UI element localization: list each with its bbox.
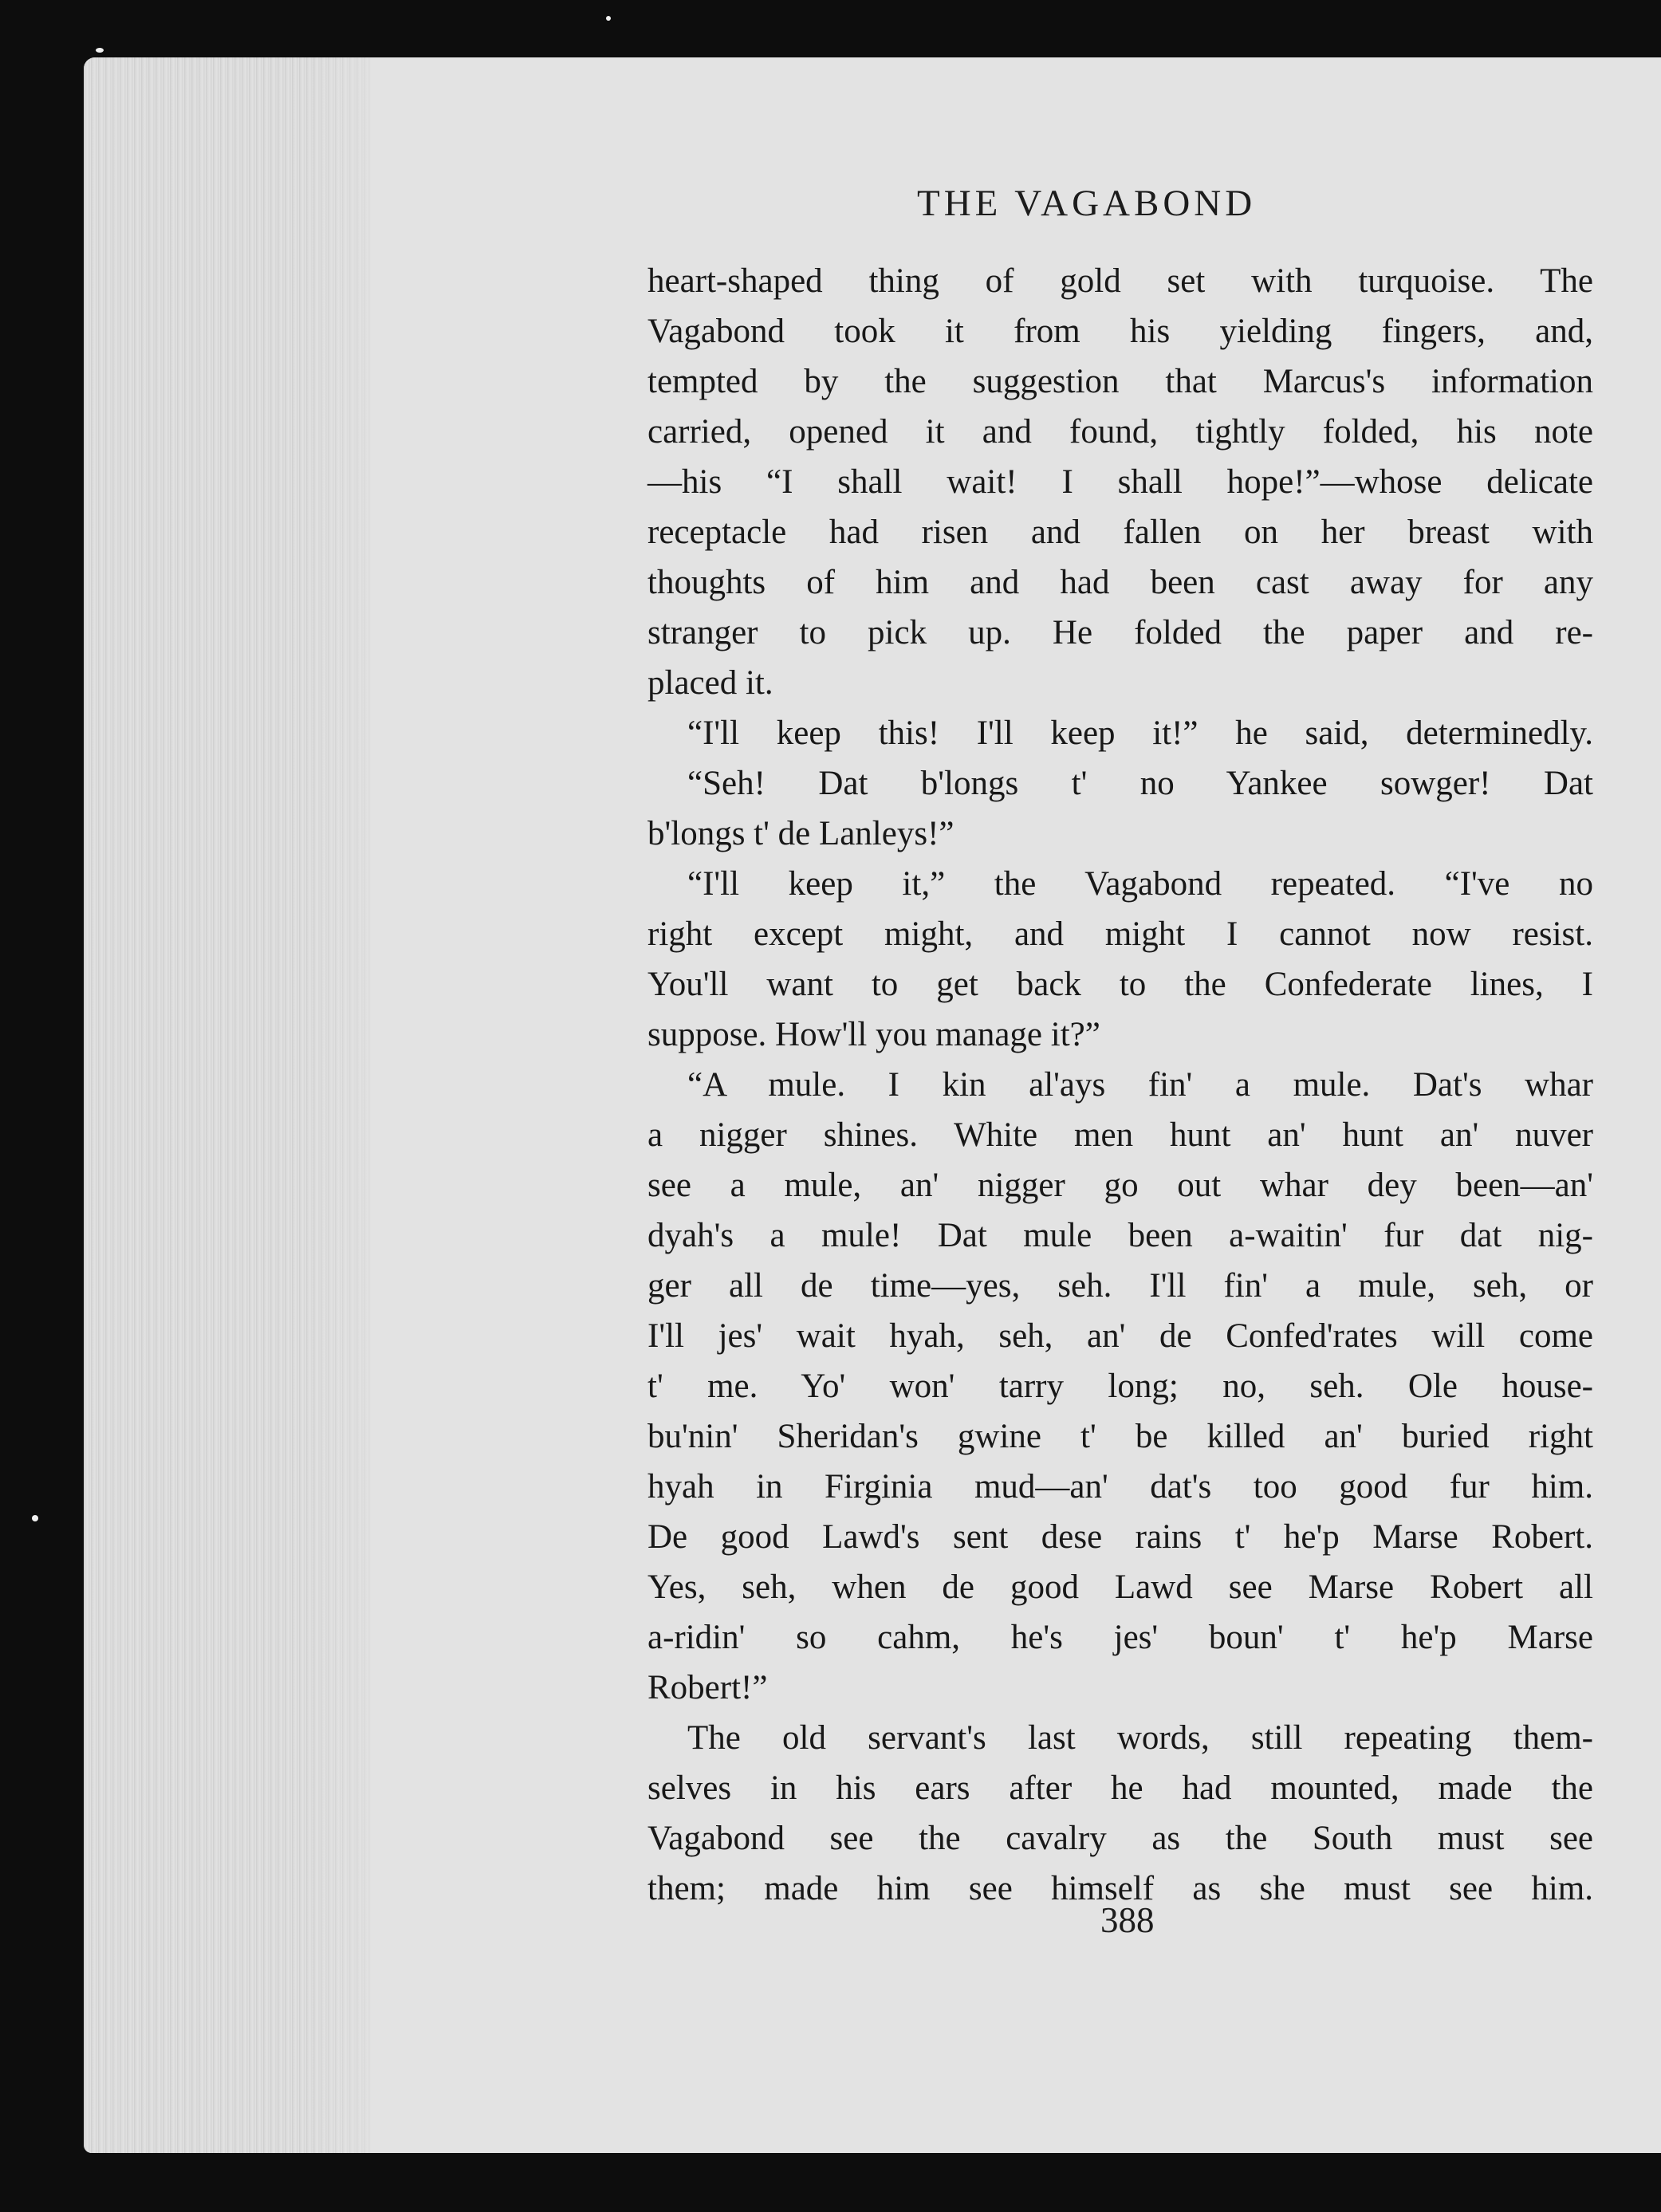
text-line: placed it.: [647, 664, 773, 702]
text-line: selves in his ears after he had mounted, made the: [647, 1769, 1593, 1807]
text-line: thoughts of him and had been cast away for any: [647, 564, 1593, 601]
body-text: [647, 256, 1593, 1914]
text-line: I'll jes' wait hyah, seh, an' de Confed'rates will come: [647, 1317, 1593, 1355]
text-line: “I'll keep this! I'll keep it!” he said, determinedly.: [687, 714, 1593, 752]
text-line: carried, opened it and found, tightly folded, his note: [647, 413, 1593, 451]
text-line: see a mule, an' nigger go out whar dey been—an': [647, 1167, 1593, 1204]
text-line: a nigger shines. White men hunt an' hunt an' nuver: [647, 1116, 1593, 1154]
text-line: a-ridin' so cahm, he's jes' boun' t' he'p Marse: [647, 1619, 1593, 1656]
scan-speck: [96, 48, 104, 53]
running-head: THE VAGABOND: [917, 183, 1257, 224]
text-line: dyah's a mule! Dat mule been a-waitin' fur dat nig-: [647, 1217, 1593, 1254]
text-line: hyah in Firginia mud—an' dat's too good fur him.: [647, 1468, 1593, 1505]
text-line: You'll want to get back to the Confederate lines, I: [647, 966, 1593, 1003]
text-line: them; made him see himself as she must see him.: [647, 1870, 1593, 1907]
text-line: “I'll keep it,” the Vagabond repeated. “I've no: [687, 865, 1593, 903]
text-line: The old servant's last words, still repeating them-: [687, 1719, 1593, 1757]
text-line: “Seh! Dat b'longs t' no Yankee sowger! Dat: [687, 765, 1593, 802]
scan-speck: [32, 1515, 38, 1521]
text-line: ger all de time—yes, seh. I'll fin' a mule, seh, or: [647, 1267, 1593, 1305]
page-edge-shadow: [303, 57, 431, 2153]
scan-speck: [606, 16, 611, 21]
page-number: 388: [1100, 1900, 1155, 1940]
text-line: Yes, seh, when de good Lawd see Marse Robert all: [647, 1568, 1593, 1606]
text-line: suppose. How'll you manage it?”: [647, 1016, 1100, 1053]
text-line: b'longs t' de Lanleys!”: [647, 815, 954, 852]
text-line: t' me. Yo' won' tarry long; no, seh. Ole house-: [647, 1368, 1593, 1405]
text-line: Vagabond see the cavalry as the South must see: [647, 1820, 1593, 1857]
text-line: bu'nin' Sheridan's gwine t' be killed an' buried right: [647, 1418, 1593, 1455]
text-line: Vagabond took it from his yielding fingers, and,: [647, 313, 1593, 350]
text-line: receptacle had risen and fallen on her breast with: [647, 514, 1593, 551]
text-line: stranger to pick up. He folded the paper and re-: [647, 614, 1593, 651]
text-line: —his “I shall wait! I shall hope!”—whose delicate: [647, 463, 1593, 501]
text-line: De good Lawd's sent dese rains t' he'p Marse Robert.: [647, 1518, 1593, 1556]
text-line: tempted by the suggestion that Marcus's information: [647, 363, 1593, 400]
text-line: heart-shaped thing of gold set with turquoise. The: [647, 262, 1593, 300]
text-line: right except might, and might I cannot now resist.: [647, 915, 1593, 953]
text-line: “A mule. I kin al'ays fin' a mule. Dat's whar: [687, 1066, 1593, 1104]
text-line: Robert!”: [647, 1669, 768, 1706]
